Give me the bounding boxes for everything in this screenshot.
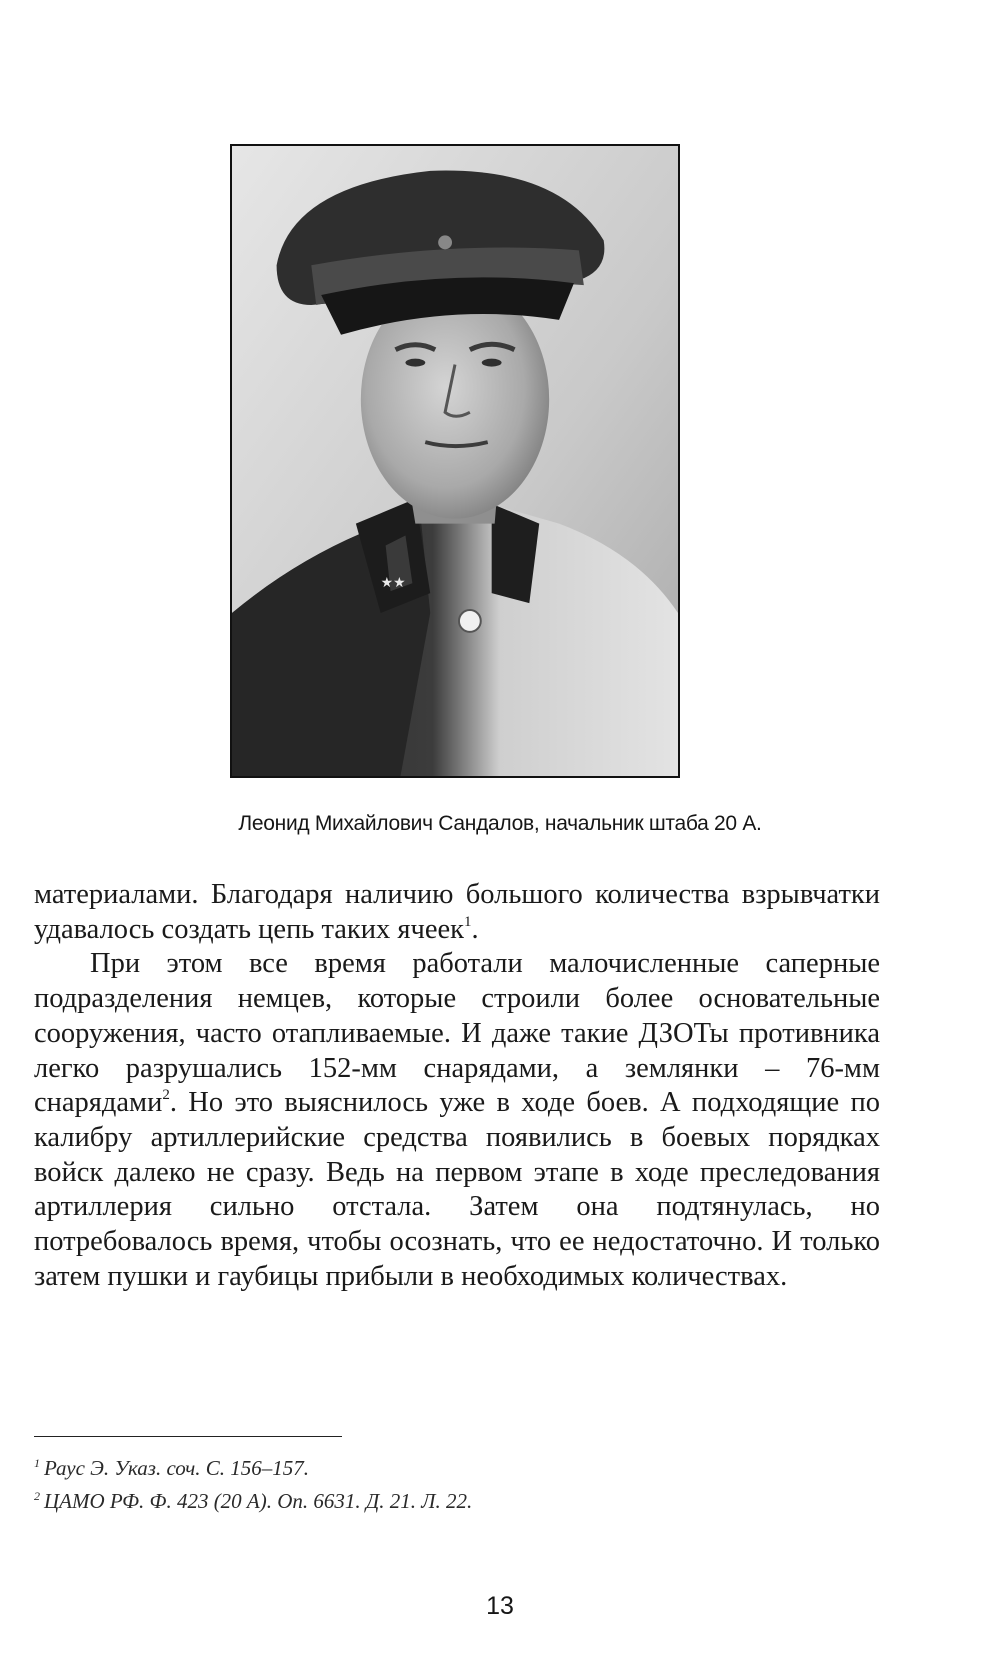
footnote-ref: 2 (162, 1087, 170, 1104)
footnote-text: Раус Э. Указ. соч. С. 156–157. (44, 1456, 310, 1480)
portrait-photo (230, 144, 680, 778)
footnote-separator (34, 1436, 342, 1437)
paragraph (34, 947, 880, 1294)
portrait-illustration (232, 146, 678, 776)
footnote-ref: 1 (463, 913, 472, 930)
footnote (34, 1452, 880, 1485)
footnote-number: 2 (34, 1489, 40, 1503)
paragraph-text: материалами. Благодаря наличию большого количества взрывчатки удавалось создать цепь таких ячеек (34, 879, 880, 945)
svg-text:★★: ★★ (380, 575, 406, 592)
main-text (34, 878, 880, 1294)
photo-caption: Леонид Михайлович Сандалов, начальник штаба 20 А. (238, 812, 762, 835)
footnote-number: 1 (34, 1456, 40, 1470)
paragraph-text: . Но это выяснилось уже в ходе боев. А подходящие по калибру артиллерийские средства появились в боевых порядках войск далеко не сразу. Ведь на первом этапе в ходе преследования артиллерия сильно отстала. Затем она подтянулась, но потребовалось время, чтобы осознать, что ее недостаточно. И только затем пушки и гаубицы прибыли в необходимых количествах. (34, 1087, 880, 1292)
footnote (34, 1485, 880, 1518)
page-number: 13 (486, 1592, 514, 1620)
footnote-text: ЦАМО РФ. Ф. 423 (20 А). Оп. 6631. Д. 21. Л. 22. (44, 1489, 473, 1513)
paragraph-text: При этом все время работали малочисленные саперные подразделения немцев, которые строили более основательные сооружения, часто отапливаемые. И даже такие ДЗОТы противника легко разрушались 152-мм снарядами, а землянки – 76-мм снарядами (34, 948, 880, 1119)
paragraph (34, 878, 880, 947)
footnotes (34, 1452, 880, 1518)
paragraph-text: . (471, 913, 479, 945)
